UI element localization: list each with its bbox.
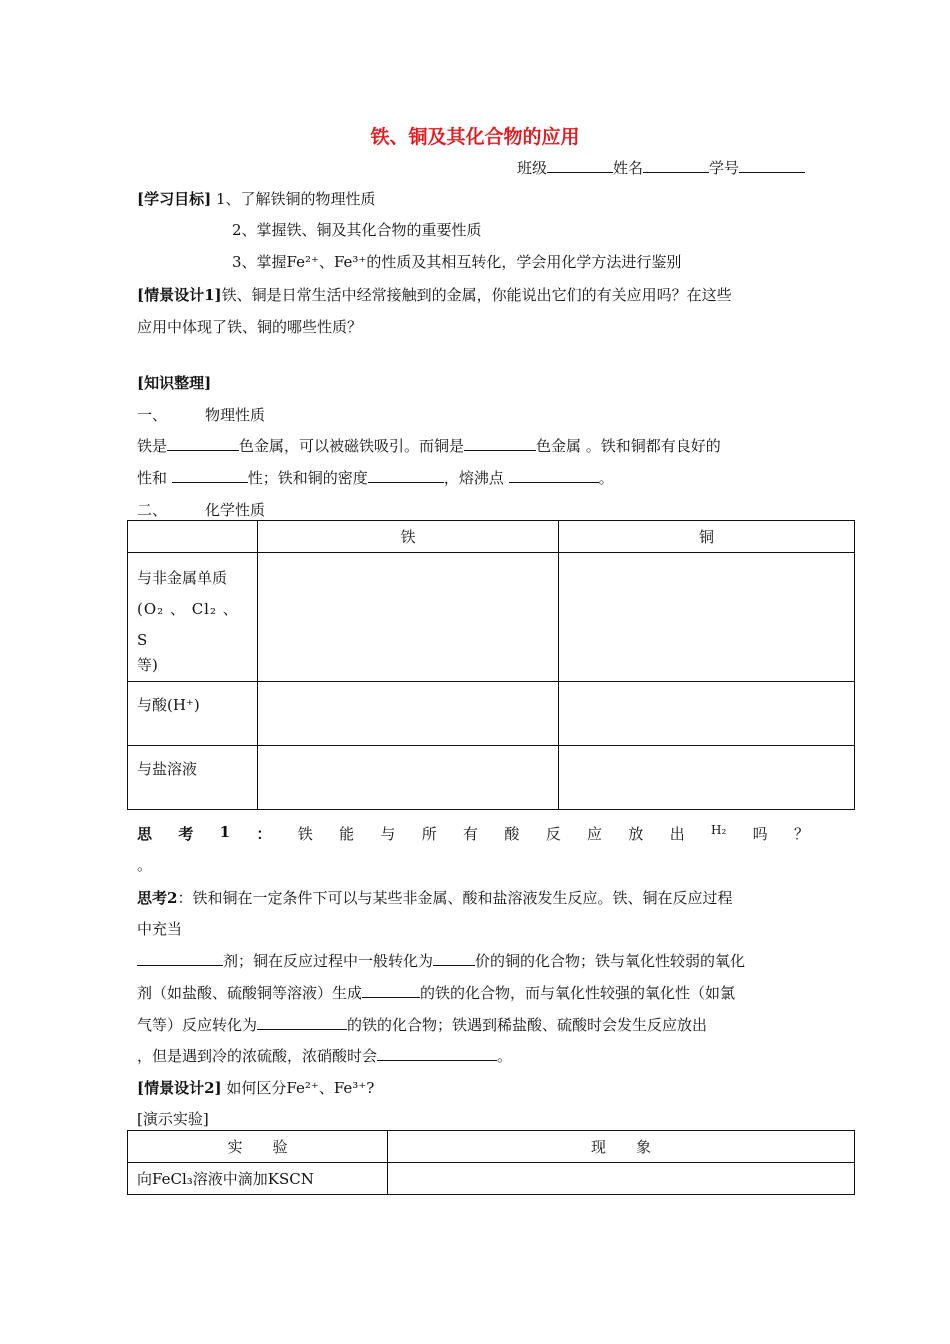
section-number: 二、: [137, 501, 168, 519]
class-blank[interactable]: [547, 158, 613, 173]
table-row: [128, 1163, 855, 1195]
think2-label: 思考2: [137, 889, 178, 907]
row-label-line: 等): [137, 656, 158, 674]
fill-blank[interactable]: [172, 468, 248, 483]
think1-char: 酸: [504, 825, 520, 843]
think2-line-6: [137, 1045, 512, 1066]
header-cell-iron: 铁: [258, 521, 559, 553]
objectives-line-1: [137, 188, 376, 209]
text: 剂（如盐酸、硫酸铜等溶液）生成: [137, 984, 363, 1002]
class-label: 班级: [517, 159, 548, 177]
scenario1-text: 铁、铜是日常生活中经常接触到的金属，你能说出它们的有关应用吗？在这些: [221, 286, 732, 304]
think1-char: 所: [421, 825, 437, 843]
name-label: 姓名: [613, 159, 644, 177]
fill-blank[interactable]: [167, 436, 239, 451]
text: 价的铜的化合物；铁与氧化性较弱的氧化: [475, 952, 746, 970]
section-heading: 物理性质: [205, 406, 266, 424]
scenario2-line: [137, 1077, 374, 1098]
text: 性和: [137, 469, 168, 487]
text: 的铁的化合物；铁遇到稀盐酸、硫酸时会发生反应放出: [347, 1016, 708, 1034]
think2-line-2: 中充当: [137, 920, 183, 938]
think1-char: 吗: [752, 825, 768, 843]
answer-cell[interactable]: [559, 746, 855, 810]
think1-char: 考: [178, 825, 194, 843]
scenario1-label: [情景设计1]: [137, 286, 222, 304]
scenario1-text: 应用中体现了铁、铜的哪些性质？: [137, 318, 363, 336]
page-title: 铁、铜及其化合物的应用: [370, 126, 580, 148]
think1-char: 出: [669, 825, 685, 843]
table-header-row: [128, 1131, 855, 1163]
think1-char: 铁: [297, 825, 313, 843]
think1-tail: 。: [137, 856, 153, 874]
fill-blank[interactable]: [433, 951, 475, 966]
think2-line-3: [137, 950, 745, 971]
fill-blank[interactable]: [137, 951, 223, 966]
think2-line-1: [137, 887, 732, 908]
text: 色金属 。铁和铜都有良好的: [536, 437, 721, 455]
scenario2-label: [情景设计2]: [137, 1079, 222, 1097]
fill-blank[interactable]: [368, 468, 444, 483]
table-row: [128, 682, 855, 746]
text: 的铁的化合物，而与氧化性较强的氧化性（如氯: [420, 984, 736, 1002]
think1-char: 反: [545, 825, 561, 843]
objective-item: 3、掌握Fe²⁺、Fe³⁺的性质及其相互转化，学会用化学方法进行鉴别: [232, 253, 682, 271]
answer-cell[interactable]: [559, 682, 855, 746]
name-blank[interactable]: [643, 158, 709, 173]
think1-char: 与: [380, 825, 396, 843]
number-label: 学号: [709, 159, 740, 177]
header-cell: [128, 521, 258, 553]
scenario1-line-1: [137, 284, 732, 305]
objective-item: 2、掌握铁、铜及其化合物的重要性质: [232, 221, 482, 239]
scenario2-text: 如何区分Fe²⁺、Fe³⁺?: [226, 1079, 375, 1097]
table-header-row: [128, 521, 855, 553]
text: ：铁和铜在一定条件下可以与某些非金属、酸和盐溶液发生反应。铁、铜在反应过程: [177, 889, 733, 907]
text: 。: [598, 469, 614, 487]
header-cell-experiment: 实 验: [128, 1131, 388, 1163]
answer-cell[interactable]: [258, 682, 559, 746]
think1-char: 1: [219, 823, 231, 841]
text: ，但是遇到冷的浓硫酸，浓硝酸时会: [137, 1047, 378, 1065]
header-cell-copper: 铜: [559, 521, 855, 553]
answer-cell[interactable]: [258, 746, 559, 810]
answer-cell[interactable]: [258, 553, 559, 682]
think1-char: ：: [256, 825, 272, 843]
table-row: [128, 746, 855, 810]
think1-char: 有: [463, 825, 479, 843]
demo-experiment-table: [127, 1130, 855, 1195]
think1-char: 放: [628, 825, 644, 843]
demo-label: [演示实验]: [137, 1110, 209, 1128]
physical-line-2: [137, 467, 614, 488]
think2-line-4: [137, 982, 735, 1003]
objective-item: 1、了解铁铜的物理性质: [215, 190, 376, 208]
knowledge-label: [知识整理]: [137, 374, 212, 392]
row-label: 与酸(H⁺): [128, 682, 258, 746]
text: 铁是: [137, 437, 168, 455]
text: ，熔沸点: [443, 469, 504, 487]
row-label-line: 与非金属单质: [137, 569, 228, 587]
text: 。: [497, 1047, 513, 1065]
objectives-label: [学习目标]: [137, 190, 212, 208]
think1-char: 思: [137, 825, 153, 843]
physical-heading: [137, 404, 265, 425]
fill-blank[interactable]: [509, 468, 599, 483]
experiment-cell: 向FeCl₃溶液中滴加KSCN: [128, 1163, 388, 1195]
fill-blank[interactable]: [257, 1015, 347, 1030]
text: 剂；铜在反应过程中一般转化为: [223, 952, 434, 970]
physical-line-1: [137, 435, 721, 456]
phenomenon-cell[interactable]: [388, 1163, 855, 1195]
chemical-heading: [137, 499, 265, 520]
think1-line: [137, 823, 809, 844]
number-blank[interactable]: [739, 158, 805, 173]
fill-blank[interactable]: [362, 983, 420, 998]
section-number: 一、: [137, 406, 168, 424]
think1-char: ？: [793, 825, 809, 843]
row-label: [128, 553, 258, 682]
fill-blank[interactable]: [464, 436, 536, 451]
text: 气等）反应转化为: [137, 1016, 258, 1034]
think1-char: 应: [587, 825, 603, 843]
think1-char: 能: [339, 825, 355, 843]
table-row: [128, 553, 855, 682]
chemical-properties-table: [127, 520, 855, 810]
row-label-line: (O₂ 、 Cl₂ 、 S: [137, 600, 239, 649]
text: 性；铁和铜的密度: [247, 469, 368, 487]
answer-cell[interactable]: [559, 553, 855, 682]
fill-blank[interactable]: [377, 1046, 497, 1061]
header-cell-phenomenon: 现 象: [388, 1131, 855, 1163]
think2-line-5: [137, 1014, 707, 1035]
text: 色金属，可以被磁铁吸引。而铜是: [239, 437, 465, 455]
think1-char: H₂: [711, 823, 727, 837]
section-heading: 化学性质: [205, 501, 266, 519]
class-info-line: [517, 157, 805, 178]
row-label: 与盐溶液: [128, 746, 258, 810]
